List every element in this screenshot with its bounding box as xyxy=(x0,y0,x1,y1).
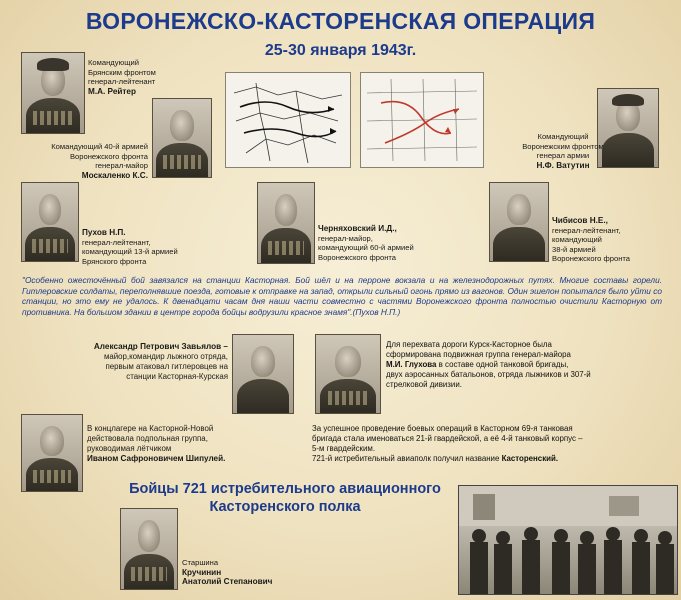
caption-chibisov: Чибисов Н.Е., генерал-лейтенант, командующий 38-й армией Воронежского фронта xyxy=(552,216,631,263)
caption-zavyalov: Александр Петрович Завьялов – майор,командир лыжного отряда, первым атаковал гитлеровцев на станции Касторная-Курская xyxy=(93,342,228,381)
photo-reiter xyxy=(21,52,85,134)
photo-moskalenko xyxy=(152,98,212,178)
page-subtitle-dates: 25-30 января 1943г. xyxy=(264,42,417,59)
photo-chernyakhovsky xyxy=(257,182,315,264)
photo-chibisov xyxy=(489,182,549,262)
caption-kruchinin: Старшина Кручинин Анатолий Степанович xyxy=(182,558,273,586)
caption-shipulya: В концлагере на Касторной-Новой действовала подпольная группа, руководимая лётчиком Иваном Сафроновичем Шипулей. xyxy=(87,424,226,463)
text-awards: За успешное проведение боевых операций в Касторном 69-я танковая бригада стала именоваться 21-й гвардейской, а её 4-й танковый корпус – 5-м гвардейским. 721-й истребительный авиаполк получил название Касторенский. xyxy=(312,424,583,463)
quote-pukhov: "Особенно ожесточённый бой завязался на станции Касторная. Бой шёл и на перроне вокзала и на железнодорожных путях. Многие составы горели. Гитлеровские солдаты, переполнявшие поезда, готовые к отправке на запад, открыли сильный огонь прямо из вагонов. Один эшелон попытался было уйти со станции, но это ему не удалось. К двенадцати часам дня наши части совместно с частями Воронежского фронта полностью очистили Касторную от противника. На большом здании в центре города бойцы водрузили красное знамя".(Пухов Н.П.) xyxy=(22,275,662,317)
page-title: ВОРОНЕЖСКО-КАСТОРЕНСКАЯ ОПЕРАЦИЯ xyxy=(85,8,596,34)
map-operation-1 xyxy=(225,72,351,168)
caption-vatutin: Командующий Воронежским фронтом генерал армии Н.Ф. Ватутин xyxy=(522,132,604,170)
caption-moskalenko: Командующий 40-й армией Воронежского фронта генерал-майор Москаленко К.С. xyxy=(51,142,148,180)
text-glukhov-group: Для перехвата дороги Курск-Касторное была сформирована подвижная группа генерал-майора М.И. Глухова в составе одной танковой бригады, двух аэросанных батальонов, отряда лыжников и 307-й стрелковой дивизии. xyxy=(386,340,591,389)
photo-kruchinin xyxy=(120,508,178,590)
caption-pukhov: Пухов Н.П. генерал-лейтенант, командующий 13-й армией Брянского фронта xyxy=(82,228,178,266)
map-operation-2 xyxy=(360,72,484,168)
caption-reiter: Командующий Брянским фронтом генерал-лейтенант М.А. Рейтер xyxy=(88,58,156,96)
caption-chernyakhovsky: Черняховский И.Д., генерал-майор, командующий 60-й армией Воронежского фронта xyxy=(318,224,414,262)
photo-zavyalov xyxy=(232,334,294,414)
photo-pukhov xyxy=(21,182,79,262)
photo-glukhov xyxy=(315,334,381,414)
photo-regiment-group xyxy=(458,485,678,595)
photo-shipulya xyxy=(21,414,83,492)
regiment-heading: Бойцы 721 истребительного авиационного Касторенского полка xyxy=(129,481,441,515)
